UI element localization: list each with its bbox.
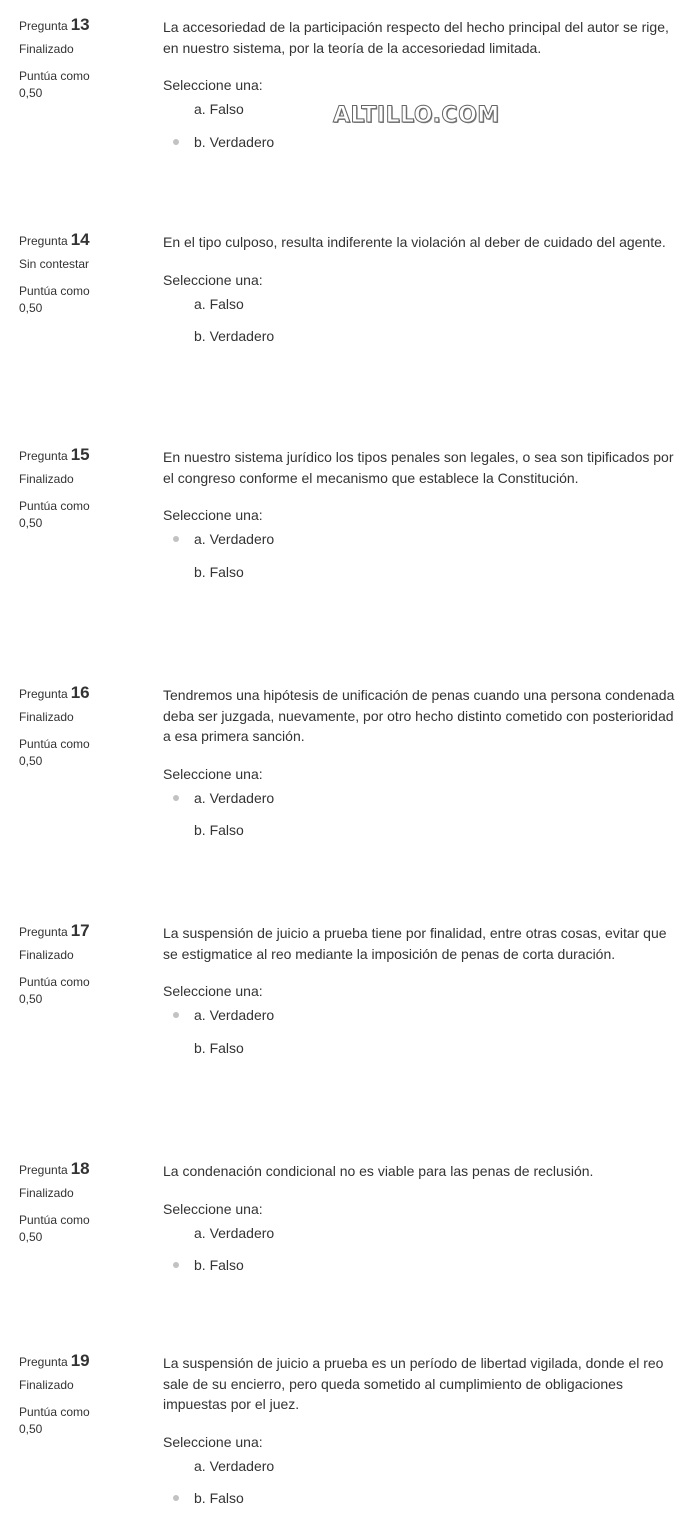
question-state: Sin contestar [19,257,90,271]
answer-prompt: Seleccione una: [163,983,263,999]
answer-options [163,528,678,593]
answer-options [163,787,678,852]
answer-option-a[interactable] [163,528,678,561]
question-info [19,1160,154,1246]
question-number-value: 19 [70,1351,90,1370]
question-number-prefix: Pregunta [19,234,68,248]
answer-option-b[interactable] [163,1487,678,1520]
question-info [19,922,154,1008]
question-number-value: 18 [70,1159,90,1178]
answer-option-b[interactable] [163,1037,678,1070]
question-number [19,16,154,34]
watermark-text: ALTILLO.COM [333,103,500,128]
answer-options [163,1004,678,1069]
question-number-prefix: Pregunta [19,925,68,939]
question-content [163,1353,678,1520]
answer-prompt: Seleccione una: [163,1433,263,1450]
question-number-value: 16 [70,683,90,702]
question-content [163,923,678,1069]
answer-prompt: Seleccione una: [163,77,263,93]
question-state: Finalizado [19,472,74,486]
question-text: La suspensión de juicio a prueba tiene por finalidad, entre otras cosas, evitar que se estigmatice al reo mediante la imposición de penas de corta duración. [163,925,667,962]
question-info [19,446,154,532]
question-grade: Puntúa como 0,50 [19,1405,90,1436]
question-number-prefix: Pregunta [19,687,68,701]
question-content [163,1161,678,1287]
question-number-value: 15 [70,445,90,464]
question-info [19,16,154,102]
answer-option-label: b. Verdadero [194,133,275,150]
question-number [19,1352,154,1370]
answer-prompt: Seleccione una: [163,1200,263,1217]
answer-option-label: a. Falso [194,295,244,312]
question-state: Finalizado [19,948,74,962]
question-text: La accesoriedad de la participación respecto del hecho principal del autor se rige, en nuestro sistema, por la teoría de la accesoriedad limitada. [163,19,669,56]
question-grade: Puntúa como 0,50 [19,284,90,315]
answer-option-label: b. Falso [194,1490,244,1506]
question-number [19,231,154,249]
question-grade: Puntúa como 0,50 [19,737,90,768]
answer-prompt: Seleccione una: [163,765,263,782]
answer-option-label: b. Falso [194,563,244,580]
question-number [19,684,154,702]
question-number [19,922,154,940]
answer-option-label: b. Falso [194,1257,244,1273]
question-number-prefix: Pregunta [19,19,68,33]
selected-radio-icon [173,795,179,801]
question-text: La condenación condicional no es viable para las penas de reclusión. [163,1163,594,1179]
question-state: Finalizado [19,710,74,724]
question-grade: Puntúa como 0,50 [19,1213,90,1244]
selected-radio-icon [173,1012,179,1018]
question-grade: Puntúa como 0,50 [19,499,90,530]
question-number-prefix: Pregunta [19,449,68,463]
answer-option-label: a. Verdadero [194,531,275,547]
question-content [163,447,678,593]
answer-option-label: b. Falso [194,1039,244,1056]
question-text: En nuestro sistema jurídico los tipos penales son legales, o sea son tipificados por el congreso conforme el mecanismo que establece la Constitución. [163,449,674,486]
answer-option-b[interactable] [163,1254,678,1287]
question-content [163,17,678,163]
question-text: Tendremos una hipótesis de unificación de penas cuando una persona condenada deba ser juzgada, nuevamente, por otro hecho distinto cometido con posterioridad a esa primera sanción. [163,687,675,744]
question-state: Finalizado [19,1378,74,1392]
question-text: La suspensión de juicio a prueba es un período de libertad vigilada, donde el reo sale de su encierro, pero queda sometido al cumplimiento de obligaciones impuestas por el juez. [163,1355,664,1412]
answer-prompt: Seleccione una: [163,507,263,523]
question-number-value: 14 [70,230,90,249]
question-info [19,1352,154,1438]
answer-option-a[interactable] [163,1004,678,1037]
question-number-value: 13 [70,15,90,34]
question-number-value: 17 [70,921,90,940]
answer-option-b[interactable] [163,325,678,358]
question-number-prefix: Pregunta [19,1355,68,1369]
answer-options [163,1455,678,1520]
question-state: Finalizado [19,1186,74,1200]
answer-option-label: a. Falso [194,101,244,117]
answer-options [163,293,678,358]
answer-option-label: a. Verdadero [194,789,275,806]
answer-option-b[interactable] [163,131,678,164]
answer-option-a[interactable] [163,293,678,326]
question-grade: Puntúa como 0,50 [19,975,90,1006]
question-number [19,446,154,464]
question-state: Finalizado [19,42,74,56]
answer-option-label: a. Verdadero [194,1457,275,1474]
selected-radio-icon [173,536,179,542]
answer-option-a[interactable] [163,1455,678,1488]
answer-option-label: b. Verdadero [194,328,275,344]
answer-option-label: a. Verdadero [194,1007,275,1023]
question-content [163,685,678,852]
selected-radio-icon [173,1495,179,1501]
question-text: En el tipo culposo, resulta indiferente la violación al deber de cuidado del agente. [163,234,666,250]
question-number [19,1160,154,1178]
answer-option-label: b. Falso [194,822,244,838]
selected-radio-icon [173,1262,179,1268]
question-info [19,231,154,317]
question-grade: Puntúa como 0,50 [19,69,90,100]
question-content [163,232,678,358]
answer-options [163,1222,678,1287]
answer-option-b[interactable] [163,819,678,852]
question-number-prefix: Pregunta [19,1163,68,1177]
answer-prompt: Seleccione una: [163,271,263,288]
question-info [19,684,154,770]
answer-option-a[interactable] [163,787,678,820]
answer-option-label: a. Verdadero [194,1224,275,1241]
answer-option-a[interactable] [163,1222,678,1255]
selected-radio-icon [173,139,179,145]
answer-option-b[interactable] [163,561,678,594]
